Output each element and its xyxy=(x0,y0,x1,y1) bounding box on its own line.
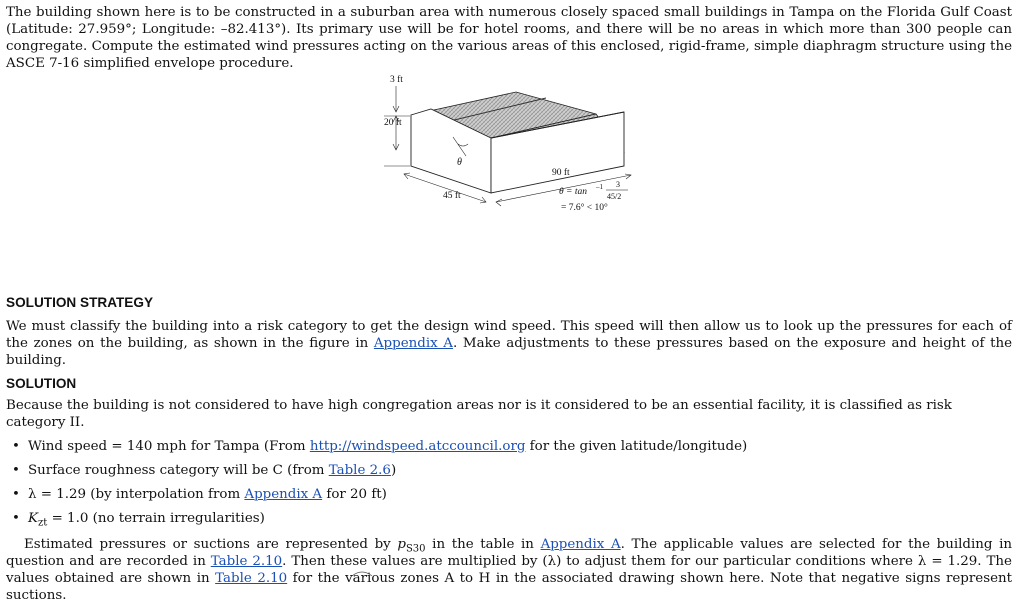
table-2-10-link[interactable]: Table 2.10 xyxy=(215,571,288,586)
building-diagram xyxy=(6,72,1012,294)
bullet-wind-speed xyxy=(6,438,1012,462)
eq-result: = 7.6° < 10° xyxy=(561,203,608,213)
label-theta: θ xyxy=(457,157,462,168)
bullet-dot: • xyxy=(12,439,20,454)
label-90ft: 90 ft xyxy=(552,168,570,178)
final-paragraph xyxy=(6,536,1012,604)
bullet-text: for the given latitude/longitude) xyxy=(525,439,748,454)
appendix-a-link[interactable]: Appendix A xyxy=(540,537,621,552)
kzt-symbol: K xyxy=(28,511,39,526)
bullet-kzt xyxy=(6,510,1012,534)
solution-bullets xyxy=(6,438,1012,534)
bullet-text: λ = 1.29 (by interpolation from xyxy=(28,487,245,502)
solution-intro: Because the building is not considered to have high congregation areas nor is it considered to be an essential facility, it is classified as risk category II. xyxy=(6,398,952,430)
label-3ft: 3 ft xyxy=(390,75,403,85)
solution-heading: SOLUTION xyxy=(6,376,77,391)
bullet-lambda xyxy=(6,486,1012,510)
windspeed-link[interactable]: http://windspeed.atccouncil.org xyxy=(309,439,526,454)
strategy-text-2: . Make adjustments to these pressures based on the exposure and height of the building. xyxy=(6,336,1013,368)
bullet-text: = 1.0 (no terrain irregularities) xyxy=(47,511,265,526)
strategy-paragraph xyxy=(6,318,1012,369)
eq-sup: –1 xyxy=(596,183,603,191)
strategy-heading: SOLUTION STRATEGY xyxy=(6,295,154,310)
final-text: for the various zones A to H in the associated drawing shown here. Note that negative signs represent suctions. xyxy=(6,571,1013,603)
final-text: Estimated pressures or suctions are represented by xyxy=(24,537,398,552)
problem-statement: The building shown here is to be constructed in a suburban area with numerous closely spaced small buildings in Tampa on the Florida Gulf Coast (Latitude: 27.959°; Longitude: –82.413°). Its primary use will be for hotel rooms, and there will be no areas in which more than 300 people can congregate. Compute the estimated wind pressures acting on the various areas of this enclosed, rigid-frame, simple diaphragm structure using the ASCE 7-16 simplified envelope procedure. xyxy=(6,5,1012,71)
bullet-text: for 20 ft) xyxy=(322,487,387,502)
label-45ft: 45 ft xyxy=(443,191,461,201)
final-text: . The applicable values are selected for the building in question and are recorded in xyxy=(6,537,1012,569)
bullet-text: Surface roughness category will be C (from xyxy=(28,463,329,478)
final-text: in the table in xyxy=(425,537,541,552)
dim-90ft-arrow-left xyxy=(496,199,502,206)
bullet-dot: • xyxy=(12,463,20,478)
building-figure xyxy=(6,72,1012,294)
bullet-dot: • xyxy=(12,487,20,502)
bullet-dot: • xyxy=(12,511,20,526)
document-page xyxy=(6,4,1012,604)
bullet-text: ) xyxy=(390,463,397,478)
strategy-text-1: We must classify the building into a risk category to get the design wind speed. This speed will then allow us to look up the pressures for each of the zones on the building, as shown in the figure in xyxy=(6,319,1012,351)
ps30-subscript: S30 xyxy=(405,543,426,555)
ps30-symbol: p xyxy=(397,537,406,552)
dim-90ft-arrow-right xyxy=(625,174,631,179)
eq-num: 3 xyxy=(616,180,620,189)
partial-next-figure-mark xyxy=(350,568,374,576)
eq-den: 45/2 xyxy=(607,192,622,201)
table-2-10-link[interactable]: Table 2.10 xyxy=(210,554,283,569)
kzt-subscript: zt xyxy=(38,517,48,529)
bullet-surface-roughness xyxy=(6,462,1012,486)
appendix-a-link[interactable]: Appendix A xyxy=(373,336,453,351)
label-20ft: 20 ft xyxy=(384,118,402,128)
eq-prefix: θ = tan xyxy=(559,187,587,197)
appendix-a-link[interactable]: Appendix A xyxy=(244,487,323,502)
table-2-6-link[interactable]: Table 2.6 xyxy=(328,463,391,478)
final-text: . Then these values are multiplied by (λ) to adjust them for our particular conditions where λ = 1.29. The values obtained are shown in xyxy=(6,554,1012,586)
bullet-text: Wind speed = 140 mph for Tampa (From xyxy=(28,439,310,454)
